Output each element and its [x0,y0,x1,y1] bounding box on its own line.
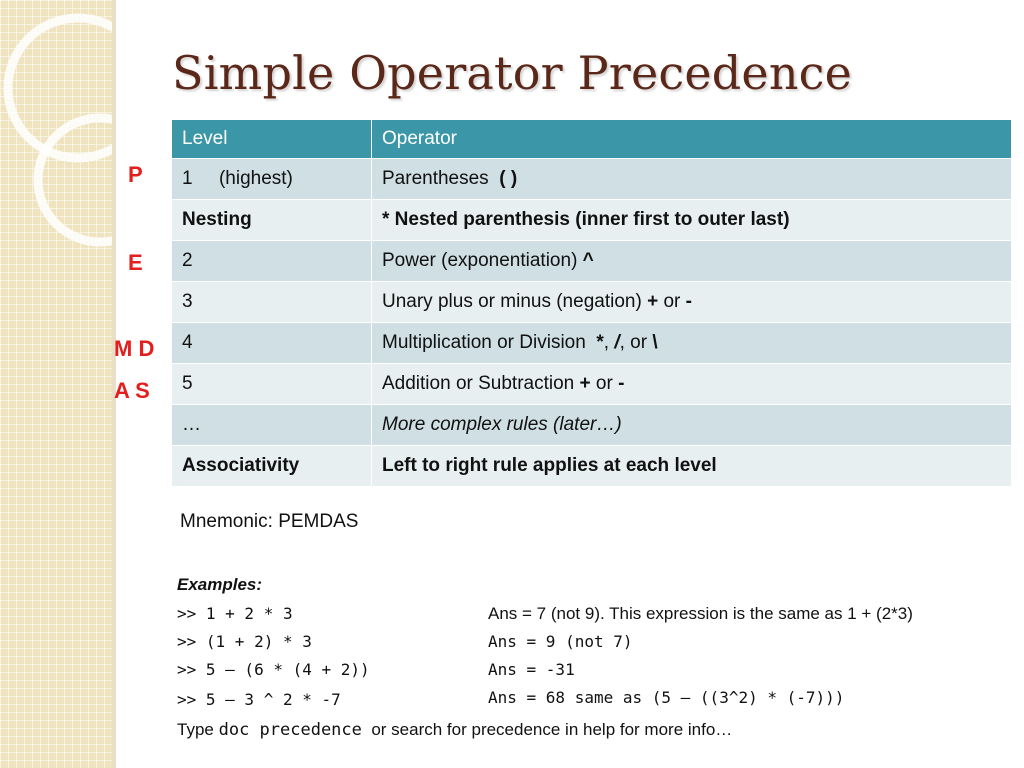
level-cell: … [172,405,372,446]
example-code-line: >> 5 – (6 * (4 + 2)) [177,660,370,679]
table-row [172,446,1012,487]
example-answer-line: Ans = 9 (not 7) [488,632,633,651]
example-answer-line: Ans = -31 [488,660,575,679]
operator-text: Multiplication or Division [382,332,597,353]
table-row [172,159,1012,200]
pemdas-letter-p: P [128,162,143,187]
header-operator: Operator [372,120,1012,159]
example-answer-line: Ans = 7 (not 9). This expression is the same as 1 + (2*3) [488,604,913,623]
operator-or: or [590,373,619,394]
operator-text: Power (exponentiation) [382,250,583,271]
operator-or: , or [619,332,653,353]
decorative-circles [0,0,112,768]
operator-cell [372,159,1012,200]
footer-code: doc precedence [218,720,362,740]
level-cell: Nesting [172,200,372,241]
operator-symbol: ^ [582,250,594,271]
example-code-line: >> 1 + 2 * 3 [177,604,293,623]
level-cell: 1 (highest) [172,159,372,200]
operator-cell [372,364,1012,405]
operator-symbol: - [618,373,625,394]
operator-sep: , [603,332,615,353]
mnemonic-text: Mnemonic: PEMDAS [180,511,359,532]
precedence-table [171,119,1012,487]
operator-text: Addition or Subtraction [382,373,580,394]
footer-help-text [177,720,732,740]
operator-cell: Left to right rule applies at each level [372,446,1012,487]
operator-text: Unary plus or minus (negation) [382,291,648,312]
table-row [172,364,1012,405]
operator-cell: * Nested parenthesis (inner first to outer last) [372,200,1012,241]
operator-symbol: * [596,332,604,353]
decorative-grid-strip [0,0,112,768]
pemdas-letter-md: M D [114,336,155,361]
example-answer-line: Ans = 68 same as (5 – ((3^2) * (-7))) [488,688,845,707]
pemdas-letter-e: E [128,250,143,275]
pemdas-letter-as: A S [114,378,150,403]
table-row [172,405,1012,446]
example-code-line: >> 5 – 3 ^ 2 * -7 [177,690,341,709]
table-row [172,200,1012,241]
footer-suffix: or search for precedence in help for more info… [361,720,733,739]
operator-symbol: + [579,373,591,394]
footer-prefix: Type [177,720,219,739]
level-cell: Associativity [172,446,372,487]
level-cell: 3 [172,282,372,323]
level-cell: 5 [172,364,372,405]
level-cell: 2 [172,241,372,282]
page-title: Simple Operator Precedence [172,46,853,100]
level-cell: 4 [172,323,372,364]
operator-or: or [658,291,686,312]
examples-title: Examples: [177,575,263,594]
header-level: Level [172,120,372,159]
table-header-row [172,120,1012,159]
table-row [172,282,1012,323]
operator-cell [372,241,1012,282]
operator-symbol: - [685,291,692,312]
operator-cell [372,282,1012,323]
table-row [172,323,1012,364]
operator-symbol: + [647,291,659,312]
operator-cell: More complex rules (later…) [372,405,1012,446]
operator-symbol: ( ) [499,168,518,189]
operator-text: Parentheses [382,168,500,189]
table-row [172,241,1012,282]
operator-symbol: \ [652,332,658,353]
operator-symbol: / [614,332,620,353]
example-code-line: >> (1 + 2) * 3 [177,632,312,651]
operator-cell [372,323,1012,364]
